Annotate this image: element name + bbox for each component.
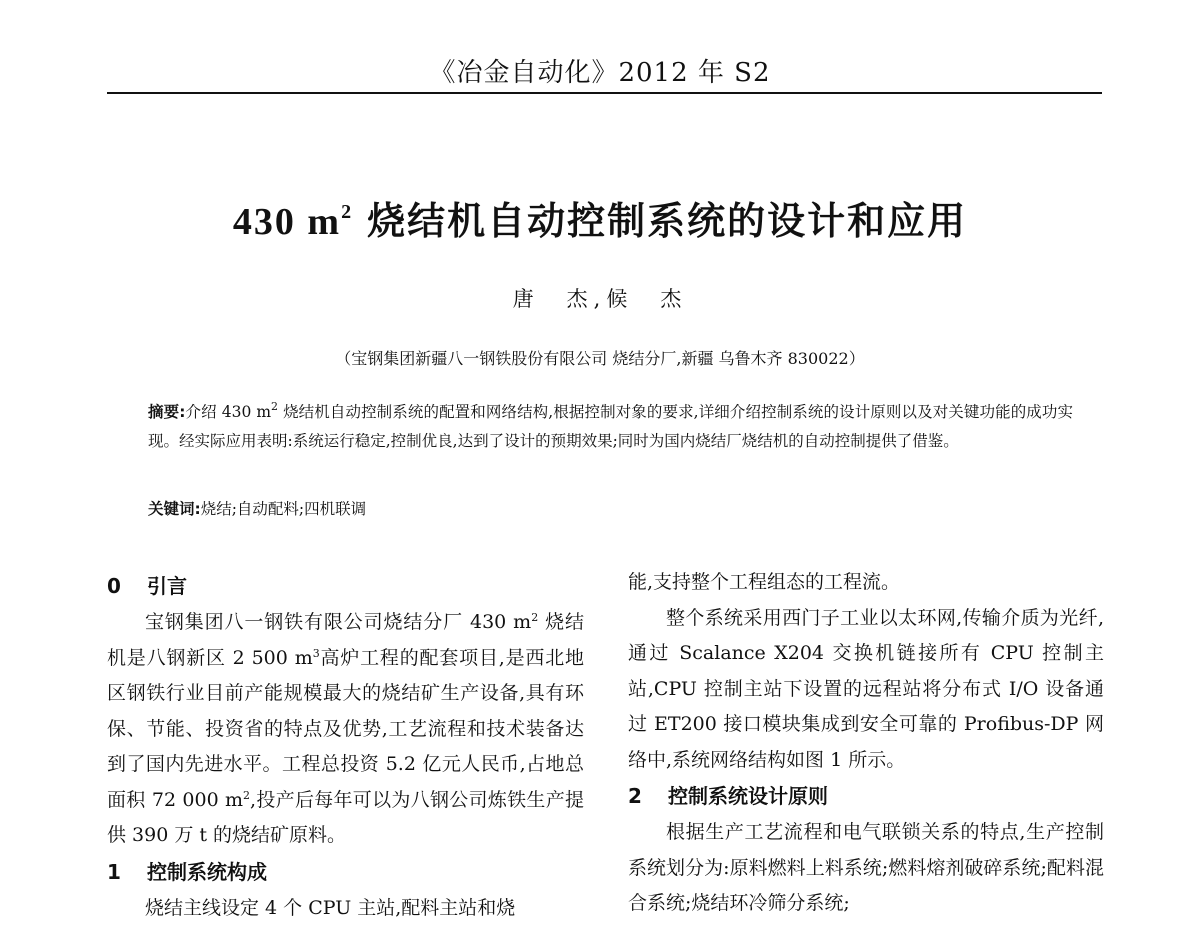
keywords-text: 烧结;自动配料;四机联调 xyxy=(200,500,367,518)
network-paragraph: 整个系统采用西门子工业以太环网,传输介质为光纤,通过 Scalance X204 交换机链接所有 CPU 控制主站,CPU 控制主站下设置的远程站将分布式 I/O 设备通过 ET200 接口模块集成到安全可靠的 Profibus-DP 网络中,系统网络结构如图 1 所示。 xyxy=(628,606,1104,771)
section-heading-2: 2 控制系统设计原则 xyxy=(628,784,828,808)
design-principles-paragraph: 根据生产工艺流程和电气联锁关系的特点,生产控制系统划分为:原料燃料上料系统;燃料熔剂破碎系统;配料混合系统;烧结环冷筛分系统; xyxy=(628,821,1104,914)
left-column xyxy=(107,568,584,926)
intro-paragraph: 宝钢集团八一钢铁有限公司烧结分厂 430 $m^2$ 烧结机是八钢新区 2 500 $m^3$高炉工程的配套项目,是西北地区钢铁行业目前产能规模最大的烧结矿生产设备,具有环保、节能、投资省的特点及优势,工艺流程和技术装备达到了国内先进水平。工程总投资 5.2 亿元人民币,占地总面积 72 000 $m^2$,投产后每年可以为八钢公司炼铁生产提供 390 万 t 的烧结矿原料。 xyxy=(107,611,584,846)
continued-paragraph: 能,支持整个工程组态的工程流。 xyxy=(628,571,901,593)
paper-title xyxy=(0,190,1200,245)
authors: 唐 杰,候 杰 xyxy=(512,287,688,311)
abstract: 摘要:介绍 430 $m^2$ 烧结机自动控制系统的配置和网络结构,根据控制对象的要求,详细介绍控制系统的设计原则以及对关键功能的成功实现。经实际应用表明:系统运行稳定,控制优良,达到了设计的预期效果;同时为国内烧结厂烧结机的自动控制提供了借鉴。 xyxy=(148,400,1073,450)
header-rule xyxy=(107,92,1102,94)
journal-header: 《冶金自动化》2012 年 S2 xyxy=(429,58,771,88)
section1-paragraph: 烧结主线设定 4 个 CPU 主站,配料主站和烧 xyxy=(145,896,516,919)
right-column xyxy=(628,565,1104,922)
affiliation: （宝钢集团新疆八一钢铁股份有限公司 烧结分厂,新疆 乌鲁木齐 830022） xyxy=(335,349,865,368)
section-heading-0: 0 引言 xyxy=(107,574,187,598)
section-heading-1: 1 控制系统构成 xyxy=(107,859,267,884)
keywords-label: 关键词: xyxy=(148,500,201,518)
title-text: 烧结机自动控制系统的设计和应用 xyxy=(367,199,968,243)
abstract-label: 摘要: xyxy=(148,403,186,421)
title-area: 430 $m^2$ xyxy=(232,201,354,243)
keywords xyxy=(148,495,1073,524)
